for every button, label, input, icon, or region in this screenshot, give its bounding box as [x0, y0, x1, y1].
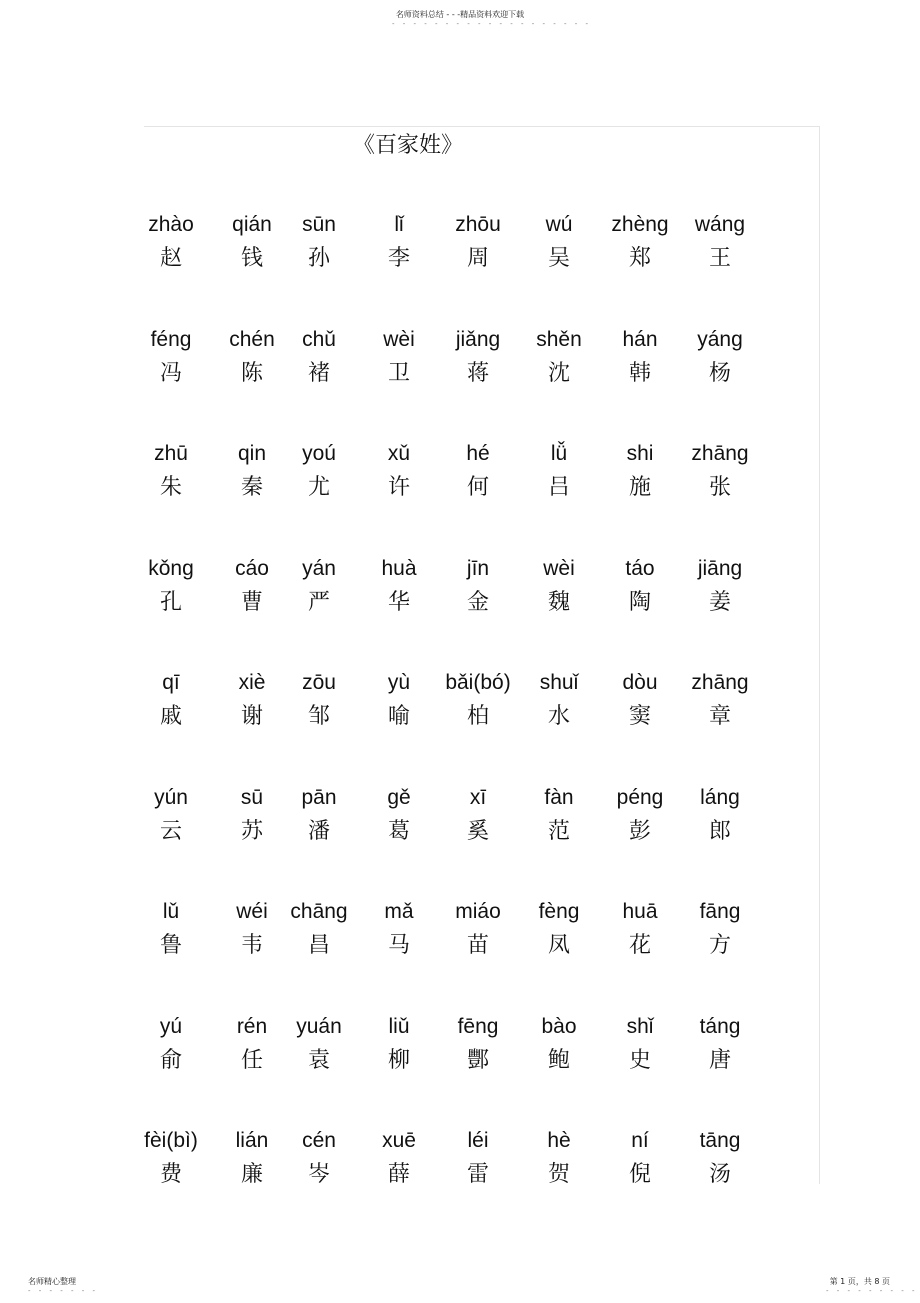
pinyin: shǐ: [626, 1015, 654, 1038]
pinyin: hé: [466, 442, 490, 465]
surname-character: 李: [387, 246, 410, 271]
surname-row: [0, 1129, 920, 1199]
surname-row: [0, 671, 920, 741]
pinyin: mǎ: [384, 900, 414, 923]
surname-character: 张: [708, 475, 731, 500]
pinyin: xiè: [238, 671, 266, 694]
pinyin: shěn: [536, 328, 582, 351]
surname-row: [0, 557, 920, 627]
pinyin: yán: [302, 557, 336, 580]
surname-character: 韦: [240, 933, 263, 958]
surname-character: 昌: [307, 933, 330, 958]
pinyin: sūn: [302, 213, 336, 236]
surname-character: 王: [708, 246, 731, 271]
pinyin: cáo: [235, 557, 269, 580]
surname-character: 尤: [307, 475, 330, 500]
surname-character: 钱: [240, 246, 263, 271]
pinyin: ní: [631, 1129, 649, 1152]
surname-character: 袁: [307, 1048, 330, 1073]
surname-character: 唐: [708, 1048, 731, 1073]
surname-character: 冯: [159, 361, 182, 386]
footer-left-dots: - - - - - - -: [28, 1287, 99, 1295]
pinyin: táo: [625, 557, 655, 580]
pinyin: bào: [541, 1015, 577, 1038]
surname-character: 郑: [628, 246, 651, 271]
surname-character: 谢: [240, 704, 263, 729]
surname-character: 何: [466, 475, 489, 500]
pinyin: bǎi(bó): [445, 671, 511, 694]
pinyin: sū: [240, 786, 264, 809]
surname-character: 任: [240, 1048, 263, 1073]
surname-character: 沈: [547, 361, 570, 386]
pinyin: fēng: [457, 1015, 499, 1038]
pinyin: xī: [469, 786, 487, 809]
pinyin: pān: [301, 786, 337, 809]
surname-character: 汤: [708, 1162, 731, 1187]
pinyin: zōu: [302, 671, 336, 694]
surname-character: 赵: [159, 246, 182, 271]
surname-character: 雷: [466, 1162, 489, 1187]
surname-character: 金: [466, 590, 489, 615]
pinyin: dòu: [622, 671, 658, 694]
pinyin: jīn: [466, 557, 490, 580]
surname-character: 周: [466, 246, 489, 271]
page-header: 名师资料总结 - - -精品资料欢迎下载: [395, 10, 525, 19]
surname-character: 吕: [547, 475, 570, 500]
surname-character: 施: [628, 475, 651, 500]
surname-character: 马: [387, 933, 410, 958]
page-title: [0, 128, 820, 159]
footer-right: 第 1 页，共 8 页: [829, 1277, 890, 1286]
surname-row: [0, 786, 920, 856]
pinyin: cén: [302, 1129, 336, 1152]
surname-character: 彭: [628, 819, 651, 844]
pinyin: chāng: [290, 900, 348, 923]
surname-character: 倪: [628, 1162, 651, 1187]
surname-character: 魏: [547, 590, 570, 615]
surname-character: 郎: [708, 819, 731, 844]
pinyin: léi: [467, 1129, 489, 1152]
surname-character: 吴: [547, 246, 570, 271]
surname-character: 卫: [387, 361, 410, 386]
surname-character: 岑: [307, 1162, 330, 1187]
pinyin: kǒng: [148, 557, 194, 580]
pinyin: lián: [235, 1129, 269, 1152]
surname-character: 孔: [159, 590, 182, 615]
surname-character: 窦: [628, 704, 651, 729]
surname-character: 褚: [307, 361, 330, 386]
surname-character: 薛: [387, 1162, 410, 1187]
pinyin: tāng: [699, 1129, 741, 1152]
pinyin: wéi: [236, 900, 268, 923]
surname-character: 章: [708, 704, 731, 729]
surname-row: [0, 1015, 920, 1085]
surname-character: 酆: [466, 1048, 489, 1073]
surname-character: 邹: [307, 704, 330, 729]
pinyin: zhū: [154, 442, 188, 465]
pinyin: zhèng: [611, 213, 669, 236]
pinyin: qī: [162, 671, 180, 694]
surname-character: 姜: [708, 590, 731, 615]
surname-character: 孙: [307, 246, 330, 271]
surname-character: 柳: [387, 1048, 410, 1073]
pinyin: zhāng: [691, 671, 749, 694]
surname-character: 葛: [387, 819, 410, 844]
pinyin: fèng: [538, 900, 580, 923]
pinyin: chén: [229, 328, 275, 351]
surname-character: 花: [628, 933, 651, 958]
surname-character: 秦: [240, 475, 263, 500]
pinyin: wèi: [383, 328, 415, 351]
pinyin: chǔ: [302, 328, 336, 351]
surname-character: 方: [708, 933, 731, 958]
surname-row: [0, 213, 920, 283]
pinyin: yuán: [296, 1015, 342, 1038]
pinyin: zhōu: [455, 213, 501, 236]
surname-character: 鲍: [547, 1048, 570, 1073]
surname-character: 史: [628, 1048, 651, 1073]
pinyin: wèi: [543, 557, 575, 580]
surname-character: 潘: [307, 819, 330, 844]
surname-row: [0, 328, 920, 398]
pinyin: xuē: [382, 1129, 416, 1152]
surname-character: 华: [387, 590, 410, 615]
pinyin: qin: [237, 442, 267, 465]
pinyin: yún: [154, 786, 188, 809]
pinyin: lǔ: [162, 900, 180, 923]
pinyin: hè: [547, 1129, 571, 1152]
pinyin: láng: [700, 786, 740, 809]
pinyin: lǚ: [550, 442, 568, 465]
footer-right-dots: - - - - - - - - -: [826, 1287, 918, 1295]
surname-character: 朱: [159, 475, 182, 500]
pinyin: péng: [616, 786, 664, 809]
pinyin: fāng: [699, 900, 741, 923]
pinyin: rén: [236, 1015, 268, 1038]
pinyin: liǔ: [388, 1015, 410, 1038]
pinyin: wú: [545, 213, 573, 236]
surname-character: 许: [387, 475, 410, 500]
surname-character: 蒋: [466, 361, 489, 386]
pinyin: xǔ: [387, 442, 411, 465]
pinyin: huà: [381, 557, 417, 580]
surname-character: 陶: [628, 590, 651, 615]
pinyin: fèi(bì): [144, 1129, 198, 1152]
pinyin: féng: [150, 328, 192, 351]
surname-character: 苗: [466, 933, 489, 958]
surname-character: 水: [547, 704, 570, 729]
pinyin: táng: [699, 1015, 741, 1038]
surname-character: 曹: [240, 590, 263, 615]
surname-row: [0, 900, 920, 970]
header-dots: - - - - - - - - - - - - - - - - - - -: [392, 20, 592, 28]
pinyin: miáo: [455, 900, 501, 923]
surname-character: 苏: [240, 819, 263, 844]
surname-character: 俞: [159, 1048, 182, 1073]
pinyin: jiǎng: [455, 328, 501, 351]
title-text: 《百家姓》: [352, 133, 463, 158]
pinyin: jiāng: [697, 557, 743, 580]
pinyin: shi: [626, 442, 654, 465]
pinyin: zhào: [148, 213, 194, 236]
surname-character: 韩: [628, 361, 651, 386]
pinyin: zhāng: [691, 442, 749, 465]
surname-character: 柏: [466, 704, 489, 729]
footer-left: 名师精心整理: [28, 1277, 76, 1286]
surname-character: 杨: [708, 361, 731, 386]
pinyin: shuǐ: [539, 671, 579, 694]
pinyin: lǐ: [394, 213, 404, 236]
pinyin: fàn: [544, 786, 574, 809]
pinyin: qián: [232, 213, 272, 236]
pinyin: wáng: [694, 213, 746, 236]
pinyin: yú: [159, 1015, 183, 1038]
surname-character: 严: [307, 590, 330, 615]
pinyin: yù: [387, 671, 411, 694]
pinyin: yáng: [697, 328, 743, 351]
pinyin: hán: [622, 328, 658, 351]
surname-character: 戚: [159, 704, 182, 729]
surname-character: 陈: [240, 361, 263, 386]
surname-character: 贺: [547, 1162, 570, 1187]
pinyin: yoú: [302, 442, 336, 465]
pinyin: huā: [622, 900, 658, 923]
surname-character: 凤: [547, 933, 570, 958]
surname-character: 廉: [240, 1162, 263, 1187]
surname-row: [0, 442, 920, 512]
surname-character: 范: [547, 819, 570, 844]
surname-character: 鲁: [159, 933, 182, 958]
surname-character: 奚: [466, 819, 489, 844]
pinyin: gě: [387, 786, 411, 809]
surname-character: 费: [159, 1162, 182, 1187]
surname-character: 云: [159, 819, 182, 844]
surname-character: 喻: [387, 704, 410, 729]
